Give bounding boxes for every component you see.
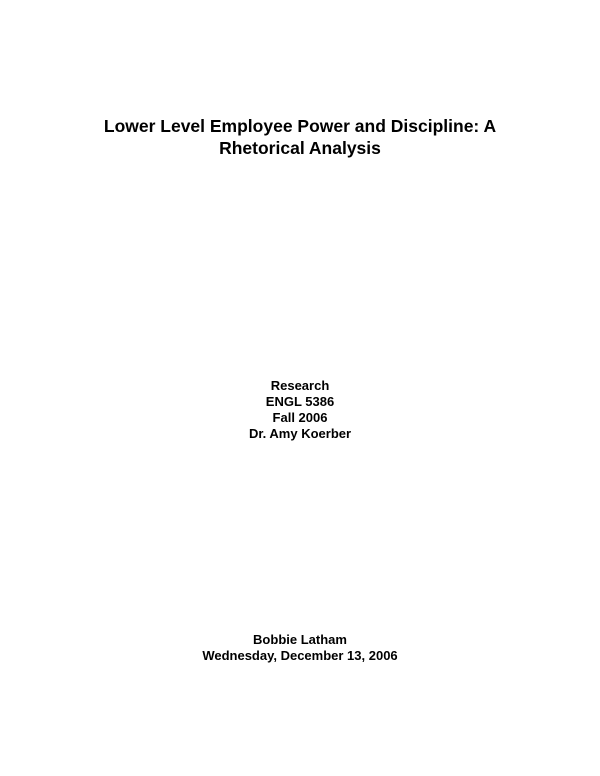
course-instructor: Dr. Amy Koerber [248,426,352,441]
author-info [0,632,600,664]
course-info [0,378,600,442]
title-line-2: Rhetorical Analysis [219,138,381,158]
course-term: Fall 2006 [272,410,328,425]
course-code: ENGL 5386 [265,394,335,409]
title-line-1: Lower Level Employee Power and Discipline: A [103,116,497,136]
document-title [0,115,600,159]
author-name: Bobbie Latham [253,632,347,647]
submission-date: Wednesday, December 13, 2006 [202,648,398,663]
course-type: Research [270,378,330,393]
